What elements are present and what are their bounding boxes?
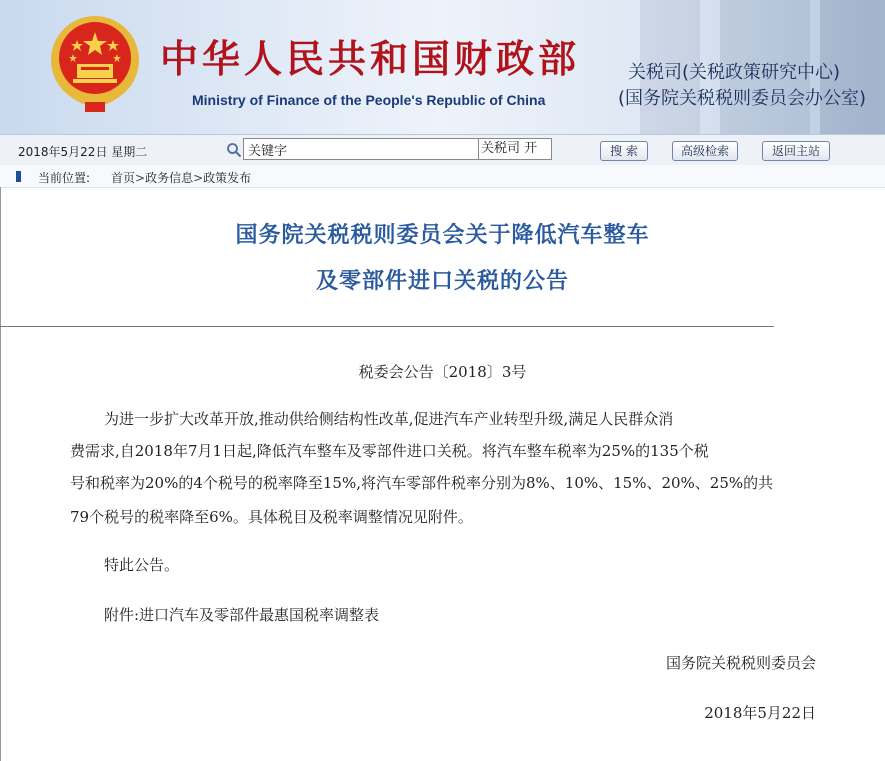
site-header <box>0 0 885 134</box>
article-title-line2: 及零部件进口关税的公告 <box>315 268 569 294</box>
department-name: 关税司(关税政策研究中心) <box>628 62 841 83</box>
document-number: 税委会公告〔2018〕3号 <box>358 363 527 381</box>
closing-statement: 特此公告。 <box>104 556 180 574</box>
national-emblem-icon <box>47 10 143 122</box>
paragraph-line: 号和税率为20%的4个税号的税率降至15%,将汽车零部件税率分别为8%、10%、15%、20%、25%的共 <box>70 474 774 492</box>
site-title-en: Ministry of Finance of the People's Republic of China <box>192 92 546 108</box>
current-date: 2018年5月22日 星期二 <box>18 145 148 159</box>
paragraph-line: 79个税号的税率降至6%。具体税目及税率调整情况见附件。 <box>70 508 473 526</box>
signature-organization: 国务院关税税则委员会 <box>665 654 816 672</box>
breadcrumb-links <box>111 169 251 186</box>
department-subtitle: (国务院关税税则委员会办公室) <box>618 88 867 109</box>
breadcrumb-separator: > <box>193 171 204 185</box>
title-divider <box>0 326 774 327</box>
breadcrumb-marker-icon <box>16 171 21 182</box>
breadcrumb-item-government-info[interactable]: 政务信息 <box>145 171 194 185</box>
breadcrumb-label: 当前位置: <box>38 171 91 185</box>
paragraph-line: 费需求,自2018年7月1日起,降低汽车整车及零部件进口关税。将汽车整车税率为25%的135个税 <box>70 442 709 460</box>
breadcrumb-item-home[interactable]: 首页 <box>111 171 136 185</box>
magnifier-icon <box>226 142 242 158</box>
advanced-search-button[interactable]: 高级检索 <box>672 141 738 161</box>
breadcrumb-item-policy-release[interactable]: 政策发布 <box>203 171 252 185</box>
paragraph-line: 为进一步扩大改革开放,推动供给侧结构性改革,促进汽车产业转型升级,满足人民群众消 <box>104 410 674 428</box>
article-title-line1: 国务院关税税则委员会关于降低汽车整车 <box>235 222 650 248</box>
breadcrumb-separator: > <box>135 171 146 185</box>
site-title-cn: 中华人民共和国财政部 <box>160 37 581 81</box>
toolbar <box>0 134 885 166</box>
search-scope-select[interactable]: 关税司 开 <box>478 138 552 160</box>
search-input[interactable] <box>243 138 483 160</box>
search-button[interactable]: 搜 索 <box>600 141 648 161</box>
return-home-button[interactable]: 返回主站 <box>762 141 830 161</box>
signature-date: 2018年5月22日 <box>704 704 816 722</box>
attachment-link[interactable]: 附件:进口汽车及零部件最惠国税率调整表 <box>104 606 380 624</box>
breadcrumb <box>0 165 885 188</box>
